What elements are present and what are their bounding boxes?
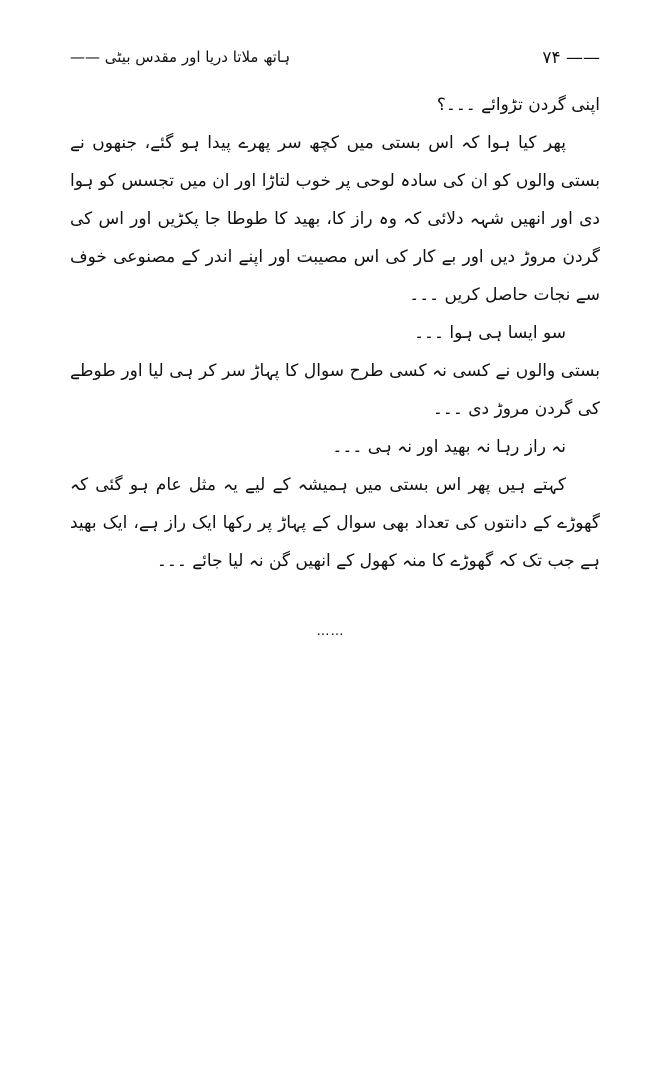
paragraph: سو ایسا ہی ہوا ۔۔۔ xyxy=(414,323,566,343)
body-text xyxy=(70,86,600,580)
paragraph: کہتے ہیں پھر اس بستی میں ہمیشہ کے لیے یہ مثل عام ہو گئی کہ گھوڑے کے دانتوں کی تعداد بھی سوال کے پہاڑ پر رکھا ایک راز ہے، ایک بھید ہے جب تک کہ گھوڑے کا منہ کھول کے انھیں گن نہ لیا جائے ۔۔۔ xyxy=(70,475,600,571)
page-number: —— ۷۴ xyxy=(542,48,600,68)
running-title: ہاتھ ملاتا دریا اور مقدس بیٹی —— xyxy=(70,48,291,66)
paragraph: پھر کیا ہوا کہ اس بستی میں کچھ سر پھرے پیدا ہو گئے، جنھوں نے بستی والوں کو ان کی سادہ لوحی پر خوب لتاڑا اور ان میں تجسس کو ہوا دی اور انھیں شہہ دلائی کہ وہ راز کا، بھید کا طوطا جا پکڑیں اور اس کی گردن مروڑ دیں اور بے کار کی اس مصیبت اور اپنے اندر کے مصنوعی خوف سے نجات حاصل کریں ۔۔۔ xyxy=(70,133,600,305)
paragraph: نہ راز رہا نہ بھید اور نہ ہی ۔۔۔ xyxy=(332,437,566,457)
page-header xyxy=(70,48,600,78)
paragraph: اپنی گردن تڑوائے ۔۔۔؟ xyxy=(436,95,600,115)
paragraph: بستی والوں نے کسی نہ کسی طرح سوال کا پہاڑ سر کر ہی لیا اور طوطے کی گردن مروڑ دی ۔۔۔ xyxy=(70,361,600,419)
section-end-ornament: …… xyxy=(316,624,345,639)
